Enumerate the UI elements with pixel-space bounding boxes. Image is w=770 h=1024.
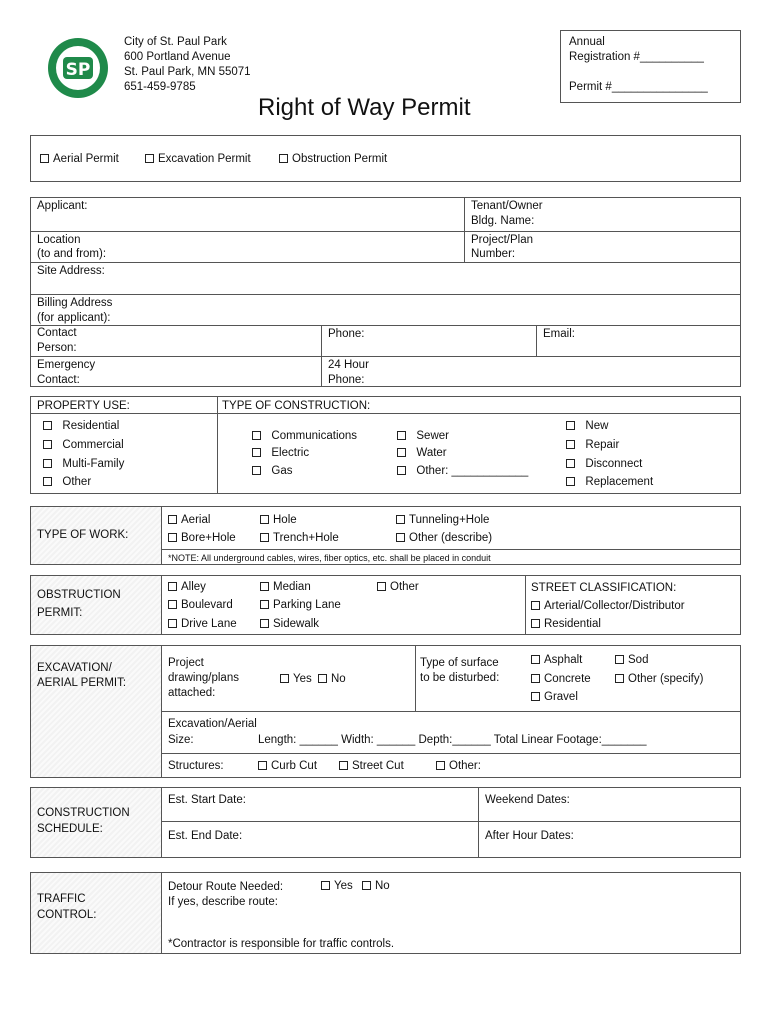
obstruction-sidewalk[interactable]: Sidewalk	[260, 617, 319, 632]
checkbox[interactable]	[279, 154, 288, 163]
project-drawing-label-1: Project	[168, 657, 204, 669]
obstruction-permit-option[interactable]: Obstruction Permit	[279, 152, 387, 167]
construction-other[interactable]: Other: ____________	[397, 464, 528, 479]
surface-sod[interactable]: Sod	[615, 653, 648, 668]
property-commercial[interactable]: Commercial	[43, 438, 124, 453]
page-title: Right of Way Permit	[258, 94, 471, 121]
plans-yes[interactable]: Yes	[280, 672, 312, 687]
structure-street-cut[interactable]: Street Cut	[339, 759, 404, 774]
end-date-label: Est. End Date:	[168, 830, 243, 842]
surface-other[interactable]: Other (specify)	[615, 672, 703, 687]
construction-new[interactable]: New	[566, 419, 608, 434]
surface-label-2: to be disturbed:	[420, 672, 500, 684]
checkbox[interactable]	[43, 440, 52, 449]
work-trench-hole[interactable]: Trench+Hole	[260, 531, 339, 546]
detour-yes[interactable]: Yes	[321, 879, 353, 894]
checkbox[interactable]	[43, 459, 52, 468]
surface-gravel[interactable]: Gravel	[531, 690, 578, 705]
checkbox[interactable]	[260, 600, 269, 609]
checkbox[interactable]	[321, 881, 330, 890]
construction-water[interactable]: Water	[397, 446, 447, 461]
checkbox[interactable]	[260, 582, 269, 591]
construction-sewer[interactable]: Sewer	[397, 429, 449, 444]
phone-label: Phone:	[328, 328, 365, 340]
checkbox[interactable]	[40, 154, 49, 163]
applicant-grid	[30, 197, 741, 387]
city-phone: 651-459-9785	[124, 81, 196, 93]
checkbox[interactable]	[280, 674, 289, 683]
tenant-label-1: Tenant/Owner	[471, 200, 543, 212]
surface-label-1: Type of surface	[420, 657, 499, 669]
street-arterial[interactable]: Arterial/Collector/Distributor	[531, 599, 685, 614]
obstruction-boulevard[interactable]: Boulevard	[168, 598, 233, 613]
construction-electric[interactable]: Electric	[252, 446, 309, 461]
size-label-2: Size:	[168, 734, 194, 746]
checkbox[interactable]	[43, 477, 52, 486]
tenant-label-2: Bldg. Name:	[471, 215, 535, 227]
work-hole[interactable]: Hole	[260, 513, 297, 528]
checkbox[interactable]	[566, 440, 575, 449]
plans-no[interactable]: No	[318, 672, 346, 687]
traffic-label-1: TRAFFIC	[37, 893, 86, 905]
checkbox[interactable]	[377, 582, 386, 591]
structure-other[interactable]: Other:	[436, 759, 481, 774]
excavation-permit-option[interactable]: Excavation Permit	[145, 152, 251, 167]
construction-replacement[interactable]: Replacement	[566, 475, 653, 490]
work-aerial[interactable]: Aerial	[168, 513, 210, 528]
email-label: Email:	[543, 328, 575, 340]
emergency-label-1: Emergency	[37, 359, 96, 371]
checkbox[interactable]	[436, 761, 445, 770]
checkbox[interactable]	[168, 619, 177, 628]
checkbox[interactable]	[531, 601, 540, 610]
checkbox[interactable]	[168, 600, 177, 609]
excavation-label-1: EXCAVATION/	[37, 662, 112, 674]
traffic-label-2: CONTROL:	[37, 909, 97, 921]
checkbox[interactable]	[252, 466, 261, 475]
surface-concrete[interactable]: Concrete	[531, 672, 591, 687]
size-fields[interactable]: Length: ______ Width: ______ Depth:______ Total Linear Footage:_______	[258, 734, 647, 746]
construction-gas[interactable]: Gas	[252, 464, 292, 479]
checkbox[interactable]	[396, 533, 405, 542]
checkbox[interactable]	[362, 881, 371, 890]
work-tunneling-hole[interactable]: Tunneling+Hole	[396, 513, 489, 528]
checkbox[interactable]	[252, 431, 261, 440]
after-hour-label: After Hour Dates:	[485, 830, 574, 842]
checkbox[interactable]	[260, 533, 269, 542]
structures-label: Structures:	[168, 760, 224, 772]
property-other[interactable]: Other	[43, 475, 91, 490]
billing-label-2: (for applicant):	[37, 312, 111, 324]
checkbox[interactable]	[531, 692, 540, 701]
describe-route-label: If yes, describe route:	[168, 896, 278, 908]
checkbox[interactable]	[260, 619, 269, 628]
city-street: 600 Portland Avenue	[124, 51, 231, 63]
structure-curb-cut[interactable]: Curb Cut	[258, 759, 317, 774]
city-name: City of St. Paul Park	[124, 36, 227, 48]
contractor-note: *Contractor is responsible for traffic controls.	[168, 938, 395, 950]
obstruction-drive-lane[interactable]: Drive Lane	[168, 617, 237, 632]
permit-number-field[interactable]: Permit #_______________	[569, 81, 708, 93]
work-other[interactable]: Other (describe)	[396, 531, 492, 546]
checkbox[interactable]	[397, 466, 406, 475]
checkbox[interactable]	[531, 674, 540, 683]
checkbox[interactable]	[168, 533, 177, 542]
checkbox[interactable]	[396, 515, 405, 524]
construction-repair[interactable]: Repair	[566, 438, 619, 453]
phone24-label-2: Phone:	[328, 374, 365, 386]
obstruction-median[interactable]: Median	[260, 580, 311, 595]
detour-no[interactable]: No	[362, 879, 390, 894]
weekend-dates-label: Weekend Dates:	[485, 794, 570, 806]
checkbox[interactable]	[566, 459, 575, 468]
checkbox[interactable]	[397, 431, 406, 440]
checkbox[interactable]	[168, 515, 177, 524]
aerial-permit-option[interactable]: Aerial Permit	[40, 152, 119, 167]
checkbox[interactable]	[318, 674, 327, 683]
excavation-label-2: AERIAL PERMIT:	[37, 677, 127, 689]
schedule-label-1: CONSTRUCTION	[37, 807, 130, 819]
checkbox[interactable]	[168, 582, 177, 591]
contact-label-2: Person:	[37, 342, 77, 354]
obstruction-other[interactable]: Other	[377, 580, 419, 595]
checkbox[interactable]	[339, 761, 348, 770]
registration-annual: Annual	[569, 36, 605, 48]
checkbox[interactable]	[566, 421, 575, 430]
checkbox[interactable]	[260, 515, 269, 524]
project-label-1: Project/Plan	[471, 234, 534, 246]
checkbox[interactable]	[531, 655, 540, 664]
location-label-2: (to and from):	[37, 248, 107, 260]
schedule-label-2: SCHEDULE:	[37, 823, 103, 835]
city-logo	[46, 32, 110, 104]
checkbox[interactable]	[258, 761, 267, 770]
location-label-1: Location	[37, 234, 81, 246]
checkbox[interactable]	[531, 619, 540, 628]
conduit-note: *NOTE: All underground cables, wires, fiber optics, etc. shall be placed in conduit	[168, 553, 491, 563]
property-use-header: PROPERTY USE:	[37, 400, 130, 412]
svg-text:SP: SP	[65, 60, 91, 80]
detour-label: Detour Route Needed:	[168, 881, 284, 893]
construction-communications[interactable]: Communications	[252, 429, 357, 444]
property-residential[interactable]: Residential	[43, 419, 119, 434]
street-residential[interactable]: Residential	[531, 617, 601, 632]
work-bore-hole[interactable]: Bore+Hole	[168, 531, 236, 546]
checkbox[interactable]	[397, 448, 406, 457]
phone24-label-1: 24 Hour	[328, 359, 369, 371]
checkbox[interactable]	[566, 477, 575, 486]
contact-label-1: Contact	[37, 327, 77, 339]
emergency-label-2: Contact:	[37, 374, 80, 386]
type-of-work-label: TYPE OF WORK:	[37, 529, 129, 541]
billing-label-1: Billing Address	[37, 297, 113, 309]
obstruction-alley[interactable]: Alley	[168, 580, 206, 595]
obstruction-parking-lane[interactable]: Parking Lane	[260, 598, 341, 613]
start-date-label: Est. Start Date:	[168, 794, 246, 806]
applicant-label: Applicant:	[37, 200, 88, 212]
project-drawing-label-2: drawing/plans	[168, 672, 239, 684]
registration-number-field[interactable]: Registration #__________	[569, 51, 704, 63]
project-drawing-label-3: attached:	[168, 687, 216, 699]
checkbox[interactable]	[615, 655, 624, 664]
property-multifamily[interactable]: Multi-Family	[43, 457, 124, 472]
size-label-1: Excavation/Aerial	[168, 718, 257, 730]
checkbox[interactable]	[145, 154, 154, 163]
checkbox[interactable]	[43, 421, 52, 430]
street-classification-header: STREET CLASSIFICATION:	[531, 582, 677, 594]
construction-disconnect[interactable]: Disconnect	[566, 457, 642, 472]
checkbox[interactable]	[615, 674, 624, 683]
surface-asphalt[interactable]: Asphalt	[531, 653, 582, 668]
obstruction-label-1: OBSTRUCTION	[37, 589, 121, 601]
site-address-label: Site Address:	[37, 265, 105, 277]
checkbox[interactable]	[252, 448, 261, 457]
project-label-2: Number:	[471, 248, 516, 260]
construction-header: TYPE OF CONSTRUCTION:	[222, 400, 371, 412]
obstruction-label-2: PERMIT:	[37, 607, 83, 619]
city-state: St. Paul Park, MN 55071	[124, 66, 251, 78]
